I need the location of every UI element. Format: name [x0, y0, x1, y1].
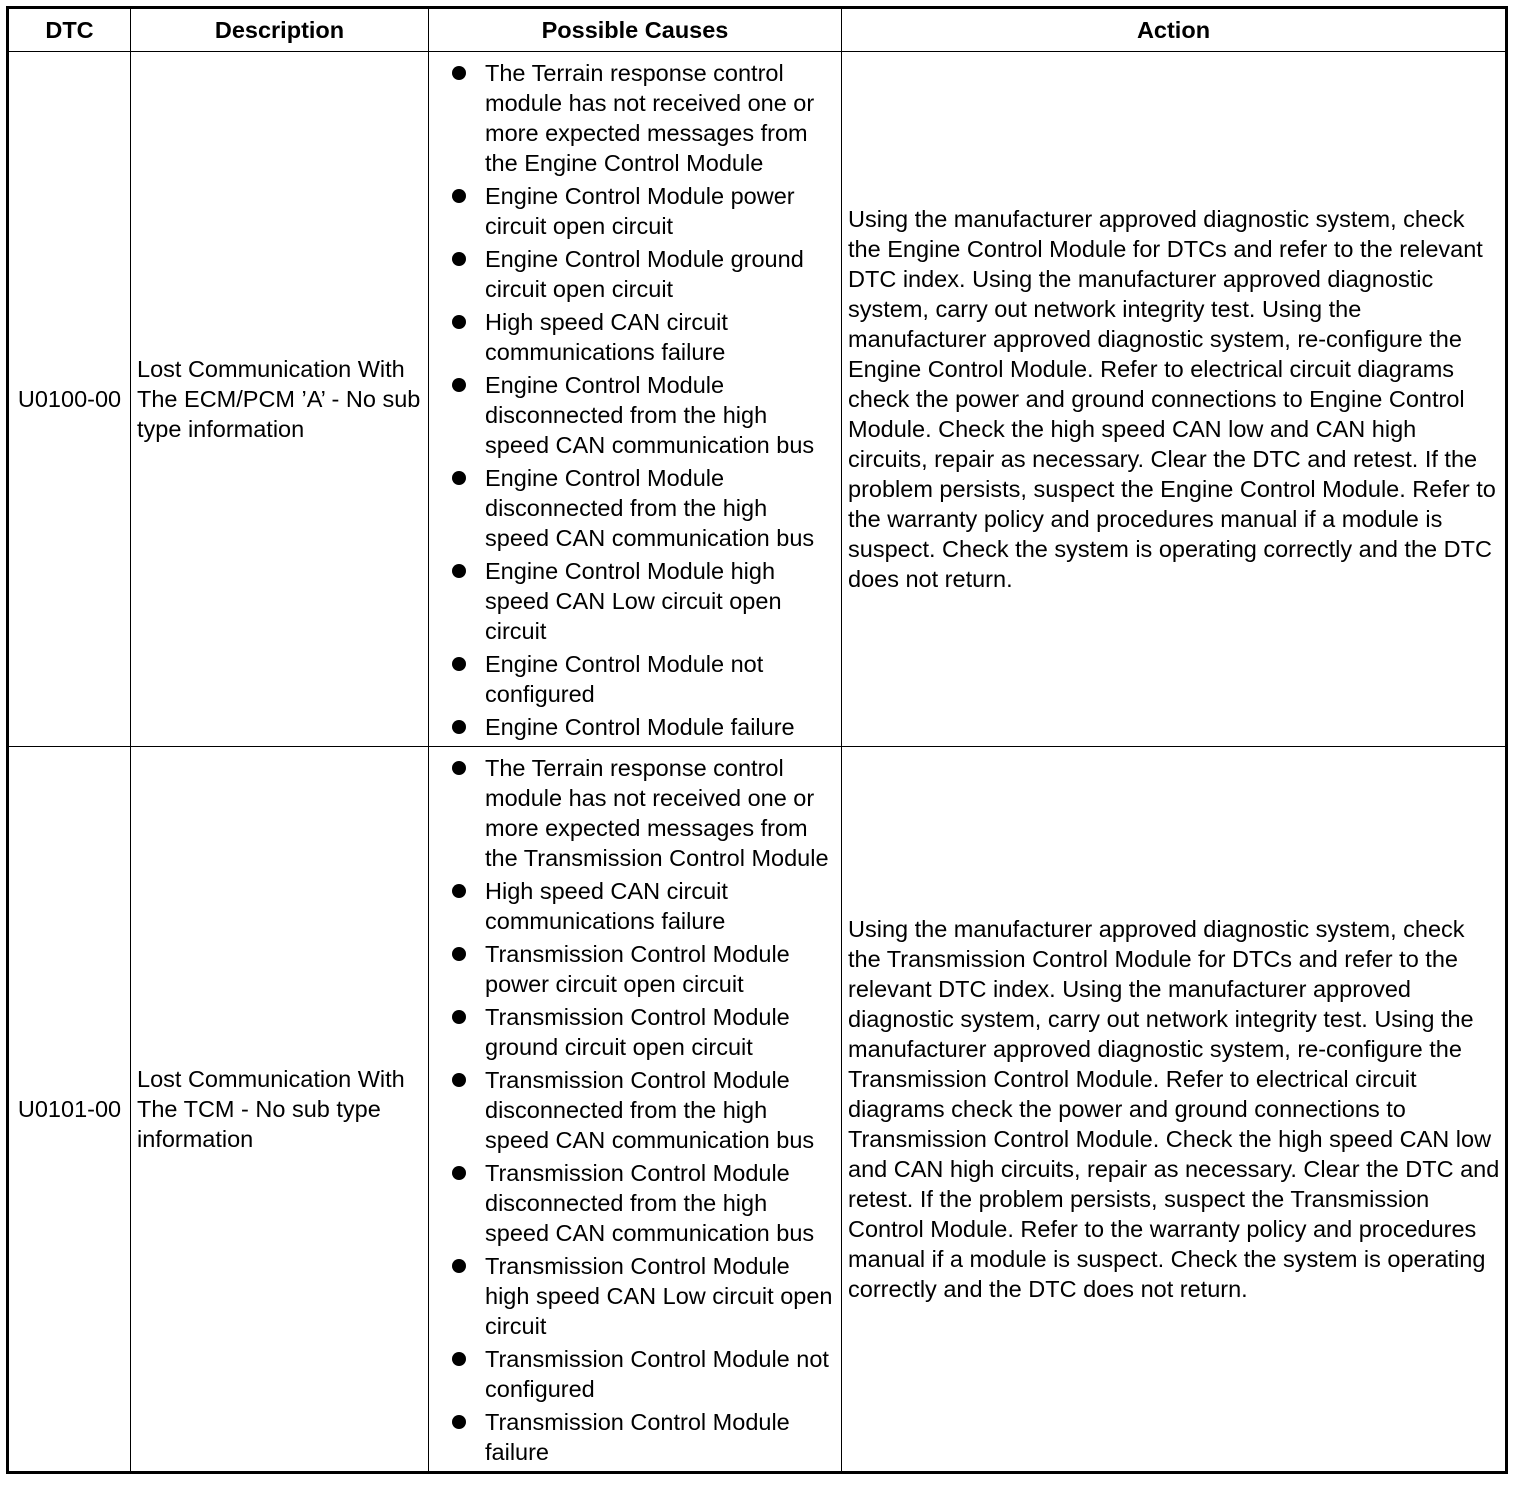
cause-text: Transmission Control Module not configured [485, 1346, 829, 1402]
cause-item [449, 1344, 835, 1404]
bullet-icon [452, 1073, 466, 1087]
bullet-icon [452, 761, 466, 775]
cause-text: Transmission Control Module power circuit open circuit [485, 941, 790, 997]
dtc-description: Lost Communication With The TCM - No sub type information [131, 747, 429, 1473]
bullet-icon [452, 720, 466, 734]
cause-text: Engine Control Module ground circuit open circuit [485, 246, 804, 302]
cause-text: The Terrain response control module has not received one or more expected messages from the Transmission Control Module [485, 755, 829, 871]
bullet-icon [452, 1259, 466, 1273]
cause-text: Engine Control Module power circuit open circuit [485, 183, 795, 239]
cause-text: High speed CAN circuit communications failure [485, 309, 728, 365]
cause-text: Engine Control Module not configured [485, 651, 764, 707]
dtc-code: U0101-00 [8, 747, 131, 1473]
cause-item [449, 712, 835, 742]
dtc-action: Using the manufacturer approved diagnostic system, check the Engine Control Module for DTCs and refer to the relevant DTC index. Using the manufacturer approved diagnostic system, carry out network integrity test. Using the manufacturer approved diagnostic system, re-configure the Engine Control Module. Refer to electrical circuit diagrams check the power and ground connections to Engine Control Module. Check the high speed CAN low and CAN high circuits, repair as necessary. Clear the DTC and retest. If the problem persists, suspect the Engine Control Module. Refer to the warranty policy and procedures manual if a module is suspect. Check the system is operating correctly and the DTC does not return. [842, 52, 1507, 747]
table-header [8, 8, 1507, 52]
bullet-icon [452, 1010, 466, 1024]
cause-item [449, 753, 835, 873]
cause-text: Engine Control Module disconnected from the high speed CAN communication bus [485, 465, 815, 551]
header-description: Description [131, 8, 429, 52]
cause-item [449, 463, 835, 553]
cause-text: Transmission Control Module ground circuit open circuit [485, 1004, 790, 1060]
bullet-icon [452, 66, 466, 80]
cause-text: Engine Control Module disconnected from the high speed CAN communication bus [485, 372, 815, 458]
table-row [8, 52, 1507, 747]
cause-item [449, 556, 835, 646]
cause-text: The Terrain response control module has not received one or more expected messages from the Engine Control Module [485, 60, 815, 176]
cause-text: High speed CAN circuit communications failure [485, 878, 728, 934]
cause-item [449, 307, 835, 367]
cause-item [449, 876, 835, 936]
cause-text: Engine Control Module high speed CAN Low circuit open circuit [485, 558, 782, 644]
bullet-icon [452, 1166, 466, 1180]
cause-item [449, 244, 835, 304]
bullet-icon [452, 947, 466, 961]
possible-causes-cell [429, 747, 842, 1473]
header-dtc: DTC [8, 8, 131, 52]
header-action: Action [842, 8, 1507, 52]
bullet-icon [452, 471, 466, 485]
bullet-icon [452, 378, 466, 392]
cause-item [449, 370, 835, 460]
cause-item [449, 1158, 835, 1248]
cause-item [449, 1251, 835, 1341]
cause-item [449, 1002, 835, 1062]
cause-text: Transmission Control Module high speed CAN Low circuit open circuit [485, 1253, 833, 1339]
cause-item [449, 58, 835, 178]
dtc-table [6, 6, 1508, 1474]
cause-item [449, 1065, 835, 1155]
bullet-icon [452, 884, 466, 898]
dtc-action: Using the manufacturer approved diagnostic system, check the Transmission Control Module for DTCs and refer to the relevant DTC index. Using the manufacturer approved diagnostic system, carry out network integrity test. Using the manufacturer approved diagnostic system, re-configure the Transmission Control Module. Refer to electrical circuit diagrams check the power and ground connections to Transmission Control Module. Check the high speed CAN low and CAN high circuits, repair as necessary. Clear the DTC and retest. If the problem persists, suspect the Transmission Control Module. Refer to the warranty policy and procedures manual if a module is suspect. Check the system is operating correctly and the DTC does not return. [842, 747, 1507, 1473]
possible-causes-cell [429, 52, 842, 747]
bullet-icon [452, 189, 466, 203]
cause-item [449, 181, 835, 241]
cause-text: Engine Control Module failure [485, 714, 795, 740]
bullet-icon [452, 315, 466, 329]
cause-item [449, 939, 835, 999]
bullet-icon [452, 1415, 466, 1429]
cause-item [449, 1407, 835, 1467]
header-row [8, 8, 1507, 52]
cause-text: Transmission Control Module failure [485, 1409, 790, 1465]
bullet-icon [452, 657, 466, 671]
header-possible-causes: Possible Causes [429, 8, 842, 52]
possible-causes-list [449, 58, 835, 742]
dtc-description: Lost Communication With The ECM/PCM ’A’ - No sub type information [131, 52, 429, 747]
dtc-code: U0100-00 [8, 52, 131, 747]
table-body [8, 52, 1507, 1473]
table-row [8, 747, 1507, 1473]
cause-item [449, 649, 835, 709]
bullet-icon [452, 1352, 466, 1366]
cause-text: Transmission Control Module disconnected from the high speed CAN communication bus [485, 1067, 815, 1153]
bullet-icon [452, 564, 466, 578]
cause-text: Transmission Control Module disconnected from the high speed CAN communication bus [485, 1160, 815, 1246]
bullet-icon [452, 252, 466, 266]
possible-causes-list [449, 753, 835, 1467]
